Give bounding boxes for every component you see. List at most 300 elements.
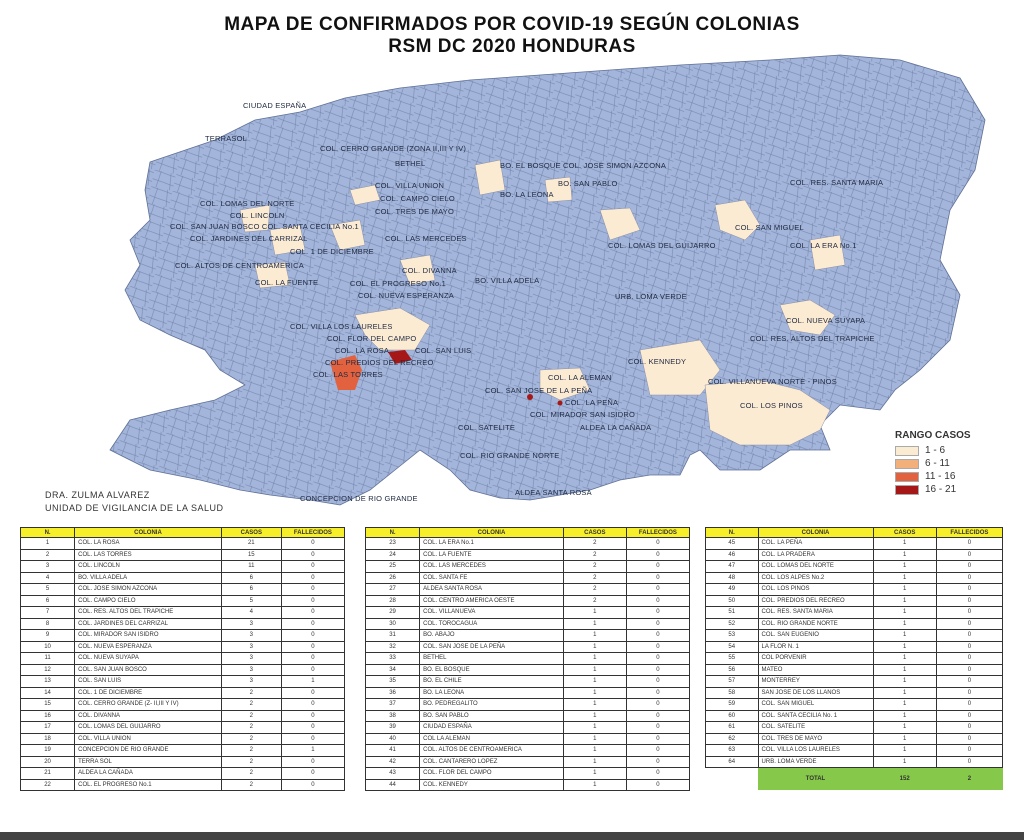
colonia-name: COL. SAN LUIS — [75, 676, 222, 688]
table-row — [366, 756, 690, 768]
row-number: 53 — [706, 630, 759, 642]
fallecidos: 0 — [936, 607, 1002, 619]
casos: 1 — [873, 618, 936, 630]
map-label: COL. SATELITE — [458, 423, 516, 432]
fallecidos: 0 — [626, 756, 689, 768]
fallecidos: 1 — [281, 745, 344, 757]
colonia-name: TERRA SOL — [75, 756, 222, 768]
map-label: COL. SAN JOSE DE LA PEÑA — [485, 386, 593, 395]
total-label: TOTAL — [758, 768, 873, 791]
casos: 6 — [221, 584, 281, 596]
map-label: COL. SAN JUAN BOSCO COL. SANTA CECILIA No.1 — [170, 222, 359, 231]
table-row — [706, 595, 1003, 607]
table-row — [21, 653, 345, 665]
table-header — [366, 528, 690, 538]
row-number: 54 — [706, 641, 759, 653]
casos: 2 — [563, 561, 626, 573]
legend-item — [895, 483, 971, 496]
fallecidos: 1 — [281, 676, 344, 688]
colonia-name: COL. FLOR DEL CAMPO — [420, 768, 564, 780]
colonia-name: COL. CENTRO AMERICA OESTE — [420, 595, 564, 607]
casos: 1 — [563, 687, 626, 699]
map-label: COL. DIVANNA — [402, 266, 457, 275]
row-number: 27 — [366, 584, 420, 596]
table-row — [706, 607, 1003, 619]
row-number: 3 — [21, 561, 75, 573]
row-number: 60 — [706, 710, 759, 722]
total-casos: 152 — [873, 768, 936, 791]
table-row — [21, 699, 345, 711]
casos: 1 — [873, 733, 936, 745]
row-number: 62 — [706, 733, 759, 745]
fallecidos: 0 — [626, 549, 689, 561]
legend-item — [895, 444, 971, 457]
casos: 3 — [221, 630, 281, 642]
colonia-name: CIUDAD ESPAÑA — [420, 722, 564, 734]
map-label: COL. NUEVA SUYAPA — [786, 316, 866, 325]
fallecidos: 0 — [626, 733, 689, 745]
row-number: 59 — [706, 699, 759, 711]
casos: 1 — [873, 584, 936, 596]
row-number: 18 — [21, 733, 75, 745]
casos: 1 — [873, 641, 936, 653]
map-label: BETHEL — [395, 159, 426, 168]
casos: 1 — [563, 630, 626, 642]
row-number: 31 — [366, 630, 420, 642]
casos: 2 — [221, 687, 281, 699]
casos: 1 — [563, 653, 626, 665]
fallecidos: 0 — [936, 572, 1002, 584]
fallecidos: 0 — [281, 768, 344, 780]
colonia-name: COL. LOMAS DEL GUIJARRO — [75, 722, 222, 734]
fallecidos: 0 — [626, 710, 689, 722]
table-row — [706, 733, 1003, 745]
row-number: 10 — [21, 641, 75, 653]
colonia-name: ALDEA SANTA ROSA — [420, 584, 564, 596]
table-row — [366, 722, 690, 734]
fallecidos: 0 — [936, 676, 1002, 688]
legend-swatch — [895, 485, 919, 495]
colonia-name: LA FLOR N. 1 — [758, 641, 873, 653]
casos: 1 — [873, 687, 936, 699]
table-row — [366, 733, 690, 745]
column-header: CASOS — [221, 528, 281, 538]
row-number: 55 — [706, 653, 759, 665]
fallecidos: 0 — [626, 584, 689, 596]
casos: 1 — [563, 607, 626, 619]
row-number: 20 — [21, 756, 75, 768]
map-label: TERRASOL — [205, 134, 248, 143]
fallecidos: 0 — [626, 641, 689, 653]
colonia-name: COL. JARDINES DEL CARRIZAL — [75, 618, 222, 630]
map-label: COL. JARDINES DEL CARRIZAL — [190, 234, 308, 243]
colonia-name: COL. SAN JUAN BOSCO — [75, 664, 222, 676]
map-label: BO. EL BOSQUE COL. JOSE SIMON AZCONA — [500, 161, 667, 170]
table-row — [366, 699, 690, 711]
fallecidos: 0 — [281, 664, 344, 676]
row-number: 39 — [366, 722, 420, 734]
row-number: 58 — [706, 687, 759, 699]
colonia-name: COL. LAS MERCEDES — [420, 561, 564, 573]
map-label: COL. PREDIOS DEL RECREO — [325, 358, 434, 367]
fallecidos: 0 — [626, 722, 689, 734]
map-label: COL. EL PROGRESO No.1 — [350, 279, 447, 288]
city-outline — [110, 55, 985, 505]
row-number: 33 — [366, 653, 420, 665]
row-number: 32 — [366, 641, 420, 653]
table-row — [21, 745, 345, 757]
row-number: 1 — [21, 538, 75, 550]
colonia-name: SAN JOSE DE LOS LLANOS — [758, 687, 873, 699]
credit-unit: UNIDAD DE VIGILANCIA DE LA SALUD — [45, 503, 224, 513]
casos: 2 — [221, 745, 281, 757]
map-label: COL. 1 DE DICIEMBRE — [290, 247, 374, 256]
row-number: 52 — [706, 618, 759, 630]
casos: 3 — [221, 676, 281, 688]
row-number: 43 — [366, 768, 420, 780]
row-number: 17 — [21, 722, 75, 734]
colonia-name: COL. SANTA CECILIA No. 1 — [758, 710, 873, 722]
map-label: BO. VILLA ADELA — [475, 276, 540, 285]
colonia-name: COL. LOMAS DEL NORTE — [758, 561, 873, 573]
casos: 1 — [873, 607, 936, 619]
casos: 5 — [221, 595, 281, 607]
table-row — [21, 676, 345, 688]
colonia-name: COL. TRES DE MAYO — [758, 733, 873, 745]
table-row — [706, 664, 1003, 676]
fallecidos: 0 — [281, 710, 344, 722]
row-number: 63 — [706, 745, 759, 757]
table-row — [706, 618, 1003, 630]
fallecidos: 0 — [281, 756, 344, 768]
table-row — [21, 618, 345, 630]
map-label: COL. LA ALEMAN — [548, 373, 612, 382]
map-label: COL. LAS MERCEDES — [385, 234, 467, 243]
fallecidos: 0 — [936, 733, 1002, 745]
choropleth-map — [0, 50, 1024, 520]
map-label: COL. VILLANUEVA NORTE - PINOS — [708, 377, 837, 386]
colonia-name: COL. SATELITE — [758, 722, 873, 734]
table-row — [366, 664, 690, 676]
fallecidos: 0 — [626, 653, 689, 665]
colonia-name: COL. LA PEÑA — [758, 538, 873, 550]
table-row — [21, 538, 345, 550]
legend-swatch — [895, 459, 919, 469]
colonia-name: COL. VILLA UNION — [75, 733, 222, 745]
fallecidos: 0 — [626, 779, 689, 791]
fallecidos: 0 — [936, 699, 1002, 711]
table-row — [366, 630, 690, 642]
casos: 1 — [873, 572, 936, 584]
legend-swatch — [895, 446, 919, 456]
colonia-name: COL. MIRADOR SAN ISIDRO — [75, 630, 222, 642]
map-label: BO. SAN PABLO — [558, 179, 618, 188]
row-number: 49 — [706, 584, 759, 596]
legend-title: RANGO CASOS — [895, 430, 971, 441]
row-number: 45 — [706, 538, 759, 550]
colonia-name: COL. LA ROSA — [75, 538, 222, 550]
table-row — [21, 779, 345, 791]
row-number: 28 — [366, 595, 420, 607]
table-row — [706, 756, 1003, 768]
map-label: COL. LOMAS DEL GUIJARRO — [608, 241, 716, 250]
colonia-name: MATEO — [758, 664, 873, 676]
table-row — [366, 710, 690, 722]
casos: 3 — [221, 664, 281, 676]
casos: 2 — [221, 722, 281, 734]
table-row — [366, 745, 690, 757]
casos: 3 — [221, 653, 281, 665]
table-header — [21, 528, 345, 538]
casos: 1 — [873, 699, 936, 711]
fallecidos: 0 — [281, 779, 344, 791]
empty-cell — [706, 768, 759, 791]
table-row — [21, 641, 345, 653]
fallecidos: 0 — [936, 710, 1002, 722]
map-label: COL. FLOR DEL CAMPO — [327, 334, 417, 343]
casos: 1 — [873, 745, 936, 757]
row-number: 9 — [21, 630, 75, 642]
colonia-name: CONCEPCION DE RIO GRANDE — [75, 745, 222, 757]
row-number: 30 — [366, 618, 420, 630]
colonia-name: COL LA ALEMAN — [420, 733, 564, 745]
legend-label: 16 - 21 — [925, 484, 957, 495]
colonia-name: COL. NUEVA ESPERANZA — [75, 641, 222, 653]
column-header: FALLECIDOS — [626, 528, 689, 538]
table-row — [706, 699, 1003, 711]
map-label: COL. LOS PINOS — [740, 401, 803, 410]
fallecidos: 0 — [281, 653, 344, 665]
table-row — [21, 561, 345, 573]
table-row — [366, 572, 690, 584]
fallecidos: 0 — [626, 630, 689, 642]
fallecidos: 0 — [281, 699, 344, 711]
colonia-name: COL. SAN JOSE DE LA PEÑA — [420, 641, 564, 653]
colonia-name: COL. KENNEDY — [420, 779, 564, 791]
map-label: COL. LA PEÑA — [565, 398, 619, 407]
colonia-name: COL. 1 DE DICIEMBRE — [75, 687, 222, 699]
table-row — [706, 584, 1003, 596]
cases-table-part-2 — [365, 527, 690, 791]
row-number: 12 — [21, 664, 75, 676]
row-number: 41 — [366, 745, 420, 757]
table-row — [21, 549, 345, 561]
colonia-name: COL. ALTOS DE CENTROAMERICA — [420, 745, 564, 757]
casos: 1 — [873, 595, 936, 607]
colonia-name: COL. VILLA LOS LAURELES — [758, 745, 873, 757]
fallecidos: 0 — [626, 664, 689, 676]
casos: 1 — [873, 722, 936, 734]
row-number: 38 — [366, 710, 420, 722]
colonia-name: BETHEL — [420, 653, 564, 665]
row-number: 24 — [366, 549, 420, 561]
fallecidos: 0 — [936, 584, 1002, 596]
column-header: N. — [21, 528, 75, 538]
row-number: 8 — [21, 618, 75, 630]
column-header: CASOS — [873, 528, 936, 538]
casos: 3 — [221, 618, 281, 630]
fallecidos: 0 — [281, 687, 344, 699]
colonia-name: COL. TOROCAGUA — [420, 618, 564, 630]
fallecidos: 0 — [936, 618, 1002, 630]
map-label: COL. KENNEDY — [628, 357, 687, 366]
row-number: 21 — [21, 768, 75, 780]
casos: 1 — [563, 699, 626, 711]
casos: 15 — [221, 549, 281, 561]
casos: 2 — [221, 779, 281, 791]
row-number: 37 — [366, 699, 420, 711]
column-header: FALLECIDOS — [936, 528, 1002, 538]
legend-label: 11 - 16 — [925, 471, 956, 482]
row-number: 64 — [706, 756, 759, 768]
fallecidos: 0 — [281, 722, 344, 734]
table-row — [706, 549, 1003, 561]
map-label: COL. VILLA LOS LAURELES — [290, 322, 393, 331]
fallecidos: 0 — [281, 618, 344, 630]
colonia-name: COL. RES. SANTA MARIA — [758, 607, 873, 619]
row-number: 40 — [366, 733, 420, 745]
row-number: 50 — [706, 595, 759, 607]
table-row — [21, 733, 345, 745]
fallecidos: 0 — [936, 641, 1002, 653]
fallecidos: 0 — [626, 618, 689, 630]
casos: 1 — [563, 641, 626, 653]
row-number: 36 — [366, 687, 420, 699]
casos: 6 — [221, 572, 281, 584]
table-header — [706, 528, 1003, 538]
row-number: 35 — [366, 676, 420, 688]
map-label: COL. LA FUENTE — [255, 278, 319, 287]
map-label: ALDEA LA CAÑADA — [580, 423, 652, 432]
colonia-name: ALDEA LA CAÑADA — [75, 768, 222, 780]
row-number: 25 — [366, 561, 420, 573]
fallecidos: 0 — [626, 572, 689, 584]
casos: 1 — [873, 538, 936, 550]
fallecidos: 0 — [936, 561, 1002, 573]
colonia-name: COL. JOSE SIMON AZCONA — [75, 584, 222, 596]
colonia-name: COL. LAS TORRES — [75, 549, 222, 561]
row-number: 51 — [706, 607, 759, 619]
casos: 1 — [563, 756, 626, 768]
table-row — [21, 722, 345, 734]
colonia-name: COL. LA ERA No.1 — [420, 538, 564, 550]
fallecidos: 0 — [626, 538, 689, 550]
table-row — [366, 641, 690, 653]
map-label: COL. LOMAS DEL NORTE — [200, 199, 295, 208]
casos: 1 — [873, 653, 936, 665]
casos: 11 — [221, 561, 281, 573]
map-label: COL. LA ERA No.1 — [790, 241, 857, 250]
colonia-name: COL. LINCOLN — [75, 561, 222, 573]
casos: 1 — [873, 676, 936, 688]
table-row — [706, 630, 1003, 642]
colonia-name: COL. CERRO GRANDE (Z- II,III Y IV) — [75, 699, 222, 711]
column-header: CASOS — [563, 528, 626, 538]
casos: 1 — [873, 664, 936, 676]
casos: 2 — [563, 584, 626, 596]
total-fallecidos: 2 — [936, 768, 1002, 791]
column-header: N. — [366, 528, 420, 538]
table-row — [21, 584, 345, 596]
map-label: COL. RES. ALTOS DEL TRAPICHE — [750, 334, 875, 343]
casos: 1 — [873, 756, 936, 768]
legend-item — [895, 470, 971, 483]
map-label: COL. LA ROSA — [335, 346, 390, 355]
table-row — [706, 653, 1003, 665]
table-row — [366, 618, 690, 630]
fallecidos: 0 — [281, 595, 344, 607]
fallecidos: 0 — [626, 745, 689, 757]
row-number: 47 — [706, 561, 759, 573]
table-row — [21, 572, 345, 584]
fallecidos: 0 — [626, 561, 689, 573]
fallecidos: 0 — [626, 607, 689, 619]
colonia-name: COL. NUEVA SUYAPA — [75, 653, 222, 665]
cases-table-part-1 — [20, 527, 345, 791]
colonia-name: COL. EL PROGRESO No.1 — [75, 779, 222, 791]
legend-label: 6 - 11 — [925, 458, 950, 469]
table-row — [706, 745, 1003, 757]
casos: 2 — [563, 572, 626, 584]
table-row — [366, 561, 690, 573]
casos: 1 — [873, 549, 936, 561]
table-row — [21, 756, 345, 768]
fallecidos: 0 — [626, 768, 689, 780]
table-row — [706, 687, 1003, 699]
fallecidos: 0 — [281, 733, 344, 745]
casos: 2 — [221, 710, 281, 722]
colonia-name: BO. VILLA ADELA — [75, 572, 222, 584]
casos: 2 — [221, 768, 281, 780]
legend-label: 1 - 6 — [925, 445, 946, 456]
fallecidos: 0 — [936, 745, 1002, 757]
map-label: CONCEPCION DE RIO GRANDE — [300, 494, 418, 503]
table-row — [21, 687, 345, 699]
table-row — [706, 676, 1003, 688]
row-number: 44 — [366, 779, 420, 791]
fallecidos: 0 — [281, 607, 344, 619]
colonia-name: BO. ABAJO — [420, 630, 564, 642]
row-number: 22 — [21, 779, 75, 791]
row-number: 15 — [21, 699, 75, 711]
colonia-name: COL. SAN EUGENIO — [758, 630, 873, 642]
table-row — [706, 710, 1003, 722]
fallecidos: 0 — [281, 641, 344, 653]
fallecidos: 0 — [281, 561, 344, 573]
map-label: ALDEA SANTA ROSA — [515, 488, 592, 497]
row-number: 11 — [21, 653, 75, 665]
casos: 4 — [221, 607, 281, 619]
casos: 1 — [563, 722, 626, 734]
colonia-name: BO. EL BOSQUE — [420, 664, 564, 676]
table-row — [366, 584, 690, 596]
map-label: COL. MIRADOR SAN ISIDRO — [530, 410, 636, 419]
casos: 1 — [873, 710, 936, 722]
total-row — [706, 768, 1003, 791]
colonia-name: COL. LOS ALPES No.2 — [758, 572, 873, 584]
row-number: 29 — [366, 607, 420, 619]
row-number: 26 — [366, 572, 420, 584]
table-row — [366, 779, 690, 791]
table-row — [366, 768, 690, 780]
colonia-name: COL. LOS PINOS — [758, 584, 873, 596]
fallecidos: 0 — [936, 722, 1002, 734]
table-row — [366, 607, 690, 619]
casos: 1 — [873, 630, 936, 642]
colonia-name: MONTERREY — [758, 676, 873, 688]
colonia-name: COL. SANTA FE — [420, 572, 564, 584]
table-row — [366, 549, 690, 561]
